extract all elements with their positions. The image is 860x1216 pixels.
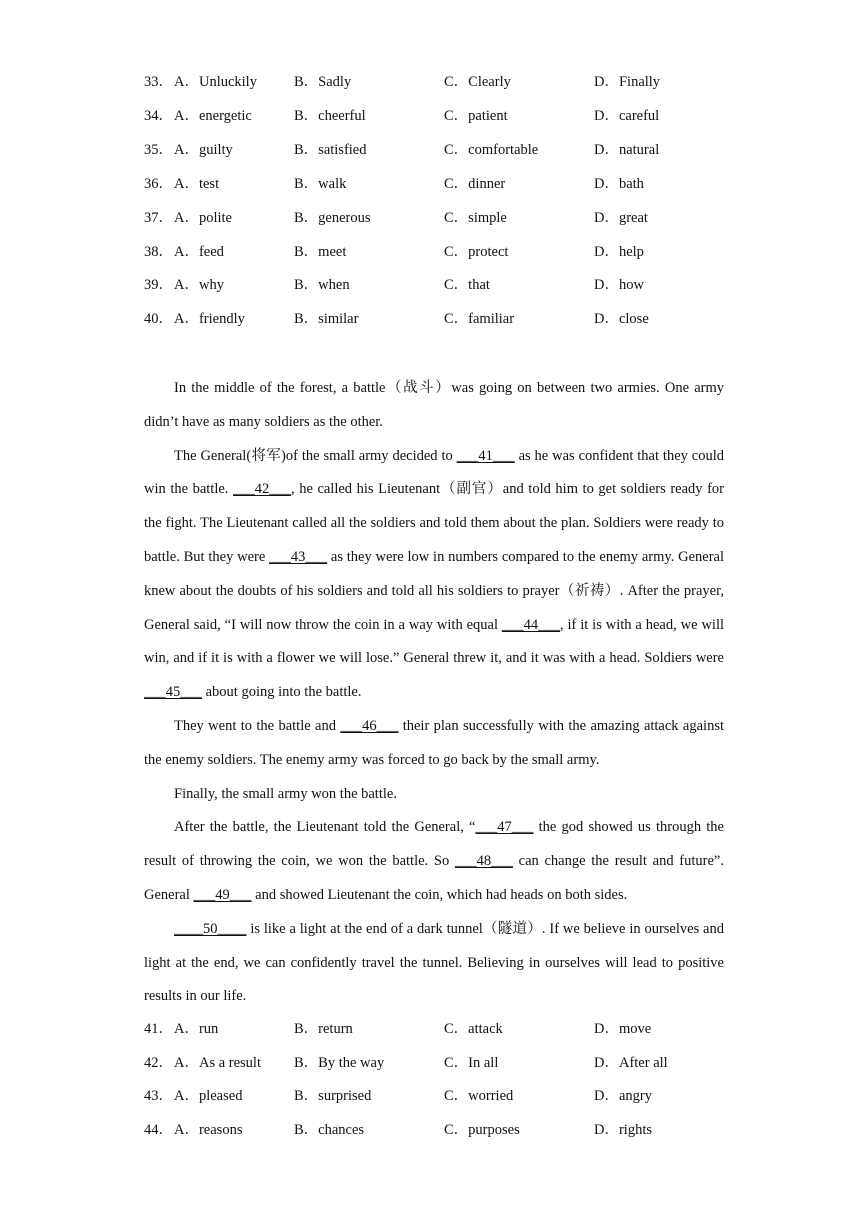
option-d: D．Finally (594, 74, 661, 90)
option-b: B．satisfied (294, 142, 367, 158)
passage-text: The General(将军)of the small army decided to (174, 447, 457, 464)
option-c: C．that (444, 277, 490, 293)
question-44 (0, 1120, 860, 1140)
question-43 (0, 1086, 860, 1106)
question-35 (0, 140, 860, 160)
question-number: 33． (144, 74, 173, 90)
question-36 (0, 174, 860, 194)
option-b: B．walk (294, 176, 347, 192)
blank-48: ___48___ (454, 853, 513, 870)
option-b: B．Sadly (294, 74, 352, 90)
question-39 (0, 275, 860, 295)
option-c: C．In all (444, 1055, 499, 1071)
option-d: D．rights (594, 1122, 652, 1138)
option-b: B．generous (294, 210, 371, 226)
question-number: 40． (144, 311, 173, 327)
question-number: 36． (144, 176, 173, 192)
paragraph-3 (144, 710, 724, 778)
question-number: 37． (144, 210, 173, 226)
passage-text: as he was confident that they could win the battle. (144, 447, 724, 498)
passage-text: as they were low in numbers compared to the enemy army. General knew about the doubts of his soldiers and told all his soldiers to prayer（祈祷）. After the prayer, General said, “I will now throw the coin in a way with equal (144, 548, 724, 633)
option-a: A．test (174, 176, 220, 192)
option-c: C．patient (444, 108, 508, 124)
question-42 (0, 1053, 860, 1073)
question-number: 44． (144, 1122, 173, 1138)
passage-text: is like a light at the end of a dark tunnel（隧道）. If we believe in ourselves and light at the end, we can confidently travel the tunnel. Believing in ourselves will lead to positive results in our life. (144, 920, 724, 1005)
question-number: 42． (144, 1055, 173, 1071)
blank-50: ____50____ (174, 920, 247, 937)
option-b: B．return (294, 1021, 353, 1037)
option-c: C．protect (444, 244, 509, 260)
question-number: 43． (144, 1088, 173, 1104)
question-41 (0, 1019, 860, 1039)
option-b: B．surprised (294, 1088, 372, 1104)
option-b: B．By the way (294, 1055, 385, 1071)
option-d: D．move (594, 1021, 652, 1037)
option-c: C．purposes (444, 1122, 520, 1138)
blank-45: ___45___ (144, 684, 202, 701)
option-a: A．energetic (174, 108, 252, 124)
option-a: A．polite (174, 210, 232, 226)
paragraph-6 (144, 913, 724, 1014)
option-b: B．when (294, 277, 350, 293)
question-33 (0, 72, 860, 92)
passage-text: the god showed us through the result of throwing the coin, we won the battle. So (144, 819, 724, 870)
option-d: D．natural (594, 142, 660, 158)
option-a: A．friendly (174, 311, 245, 327)
option-a: A．feed (174, 244, 224, 260)
option-d: D．close (594, 311, 649, 327)
blank-46: ___46___ (340, 717, 399, 734)
blank-43: ___43___ (269, 548, 328, 565)
passage-text: and showed Lieutenant the coin, which had heads on both sides. (251, 886, 628, 903)
option-d: D．careful (594, 108, 660, 124)
passage-text: can change the result and future”. General (144, 853, 724, 903)
blank-41: ___41___ (456, 447, 515, 464)
option-d: D．angry (594, 1088, 652, 1104)
paragraph-2 (144, 440, 724, 710)
paragraph-1: In the middle of the forest, a battle（战斗）was going on between two armies. One army didn’t have as many soldiers as the other. (144, 380, 724, 430)
option-b: B．meet (294, 244, 347, 260)
option-a: A．reasons (174, 1122, 243, 1138)
passage-text: , he called his Lieutenant（副官）and told him to get soldiers ready for the fight. The Lieutenant called all the soldiers and told them about the plan. Soldiers were ready to battle. But they were (144, 481, 725, 565)
passage-text: about going into the battle. (202, 684, 362, 701)
question-34 (0, 106, 860, 126)
option-a: A．pleased (174, 1088, 243, 1104)
option-a: A．Unluckily (174, 74, 257, 90)
question-number: 39． (144, 277, 173, 293)
question-38 (0, 242, 860, 262)
option-c: C．Clearly (444, 74, 511, 90)
option-b: B．cheerful (294, 108, 366, 124)
question-40 (0, 309, 860, 329)
option-c: C．worried (444, 1088, 514, 1104)
option-c: C．dinner (444, 176, 506, 192)
option-c: C．familiar (444, 311, 515, 327)
question-number: 34． (144, 108, 173, 124)
option-d: D．bath (594, 176, 644, 192)
question-number: 38． (144, 244, 173, 260)
blank-42: ___42___ (233, 481, 291, 498)
option-a: A．run (174, 1021, 219, 1037)
question-37 (0, 208, 860, 228)
passage-text: They went to the battle and (174, 717, 341, 734)
blank-47: ___47___ (475, 819, 534, 836)
option-d: D．After all (594, 1055, 668, 1071)
blank-44: ___44___ (501, 616, 560, 633)
option-c: C．simple (444, 210, 507, 226)
option-d: D．how (594, 277, 644, 293)
option-a: A．As a result (174, 1055, 261, 1071)
option-d: D．great (594, 210, 648, 226)
option-a: A．guilty (174, 142, 233, 158)
paragraph-5 (144, 811, 724, 912)
option-c: C．comfortable (444, 142, 539, 158)
passage-text: After the battle, the Lieutenant told the General, “ (174, 819, 476, 836)
reading-passage (144, 372, 724, 1014)
passage-text: their plan successfully with the amazing attack against the enemy soldiers. The enemy army was forced to go back by the small army. (144, 717, 725, 768)
passage-text: , if it is with a head, we will win, and if it is with a flower we will lose.” General threw it, and it was with a head. Soldiers were (144, 616, 725, 667)
question-number: 35． (144, 142, 173, 158)
option-b: B．chances (294, 1122, 365, 1138)
paragraph-4: Finally, the small army won the battle. (174, 785, 397, 802)
option-c: C．attack (444, 1021, 503, 1037)
option-b: B．similar (294, 311, 359, 327)
option-d: D．help (594, 244, 644, 260)
question-number: 41． (144, 1021, 173, 1037)
blank-49: ___49___ (193, 886, 252, 903)
option-a: A．why (174, 277, 224, 293)
